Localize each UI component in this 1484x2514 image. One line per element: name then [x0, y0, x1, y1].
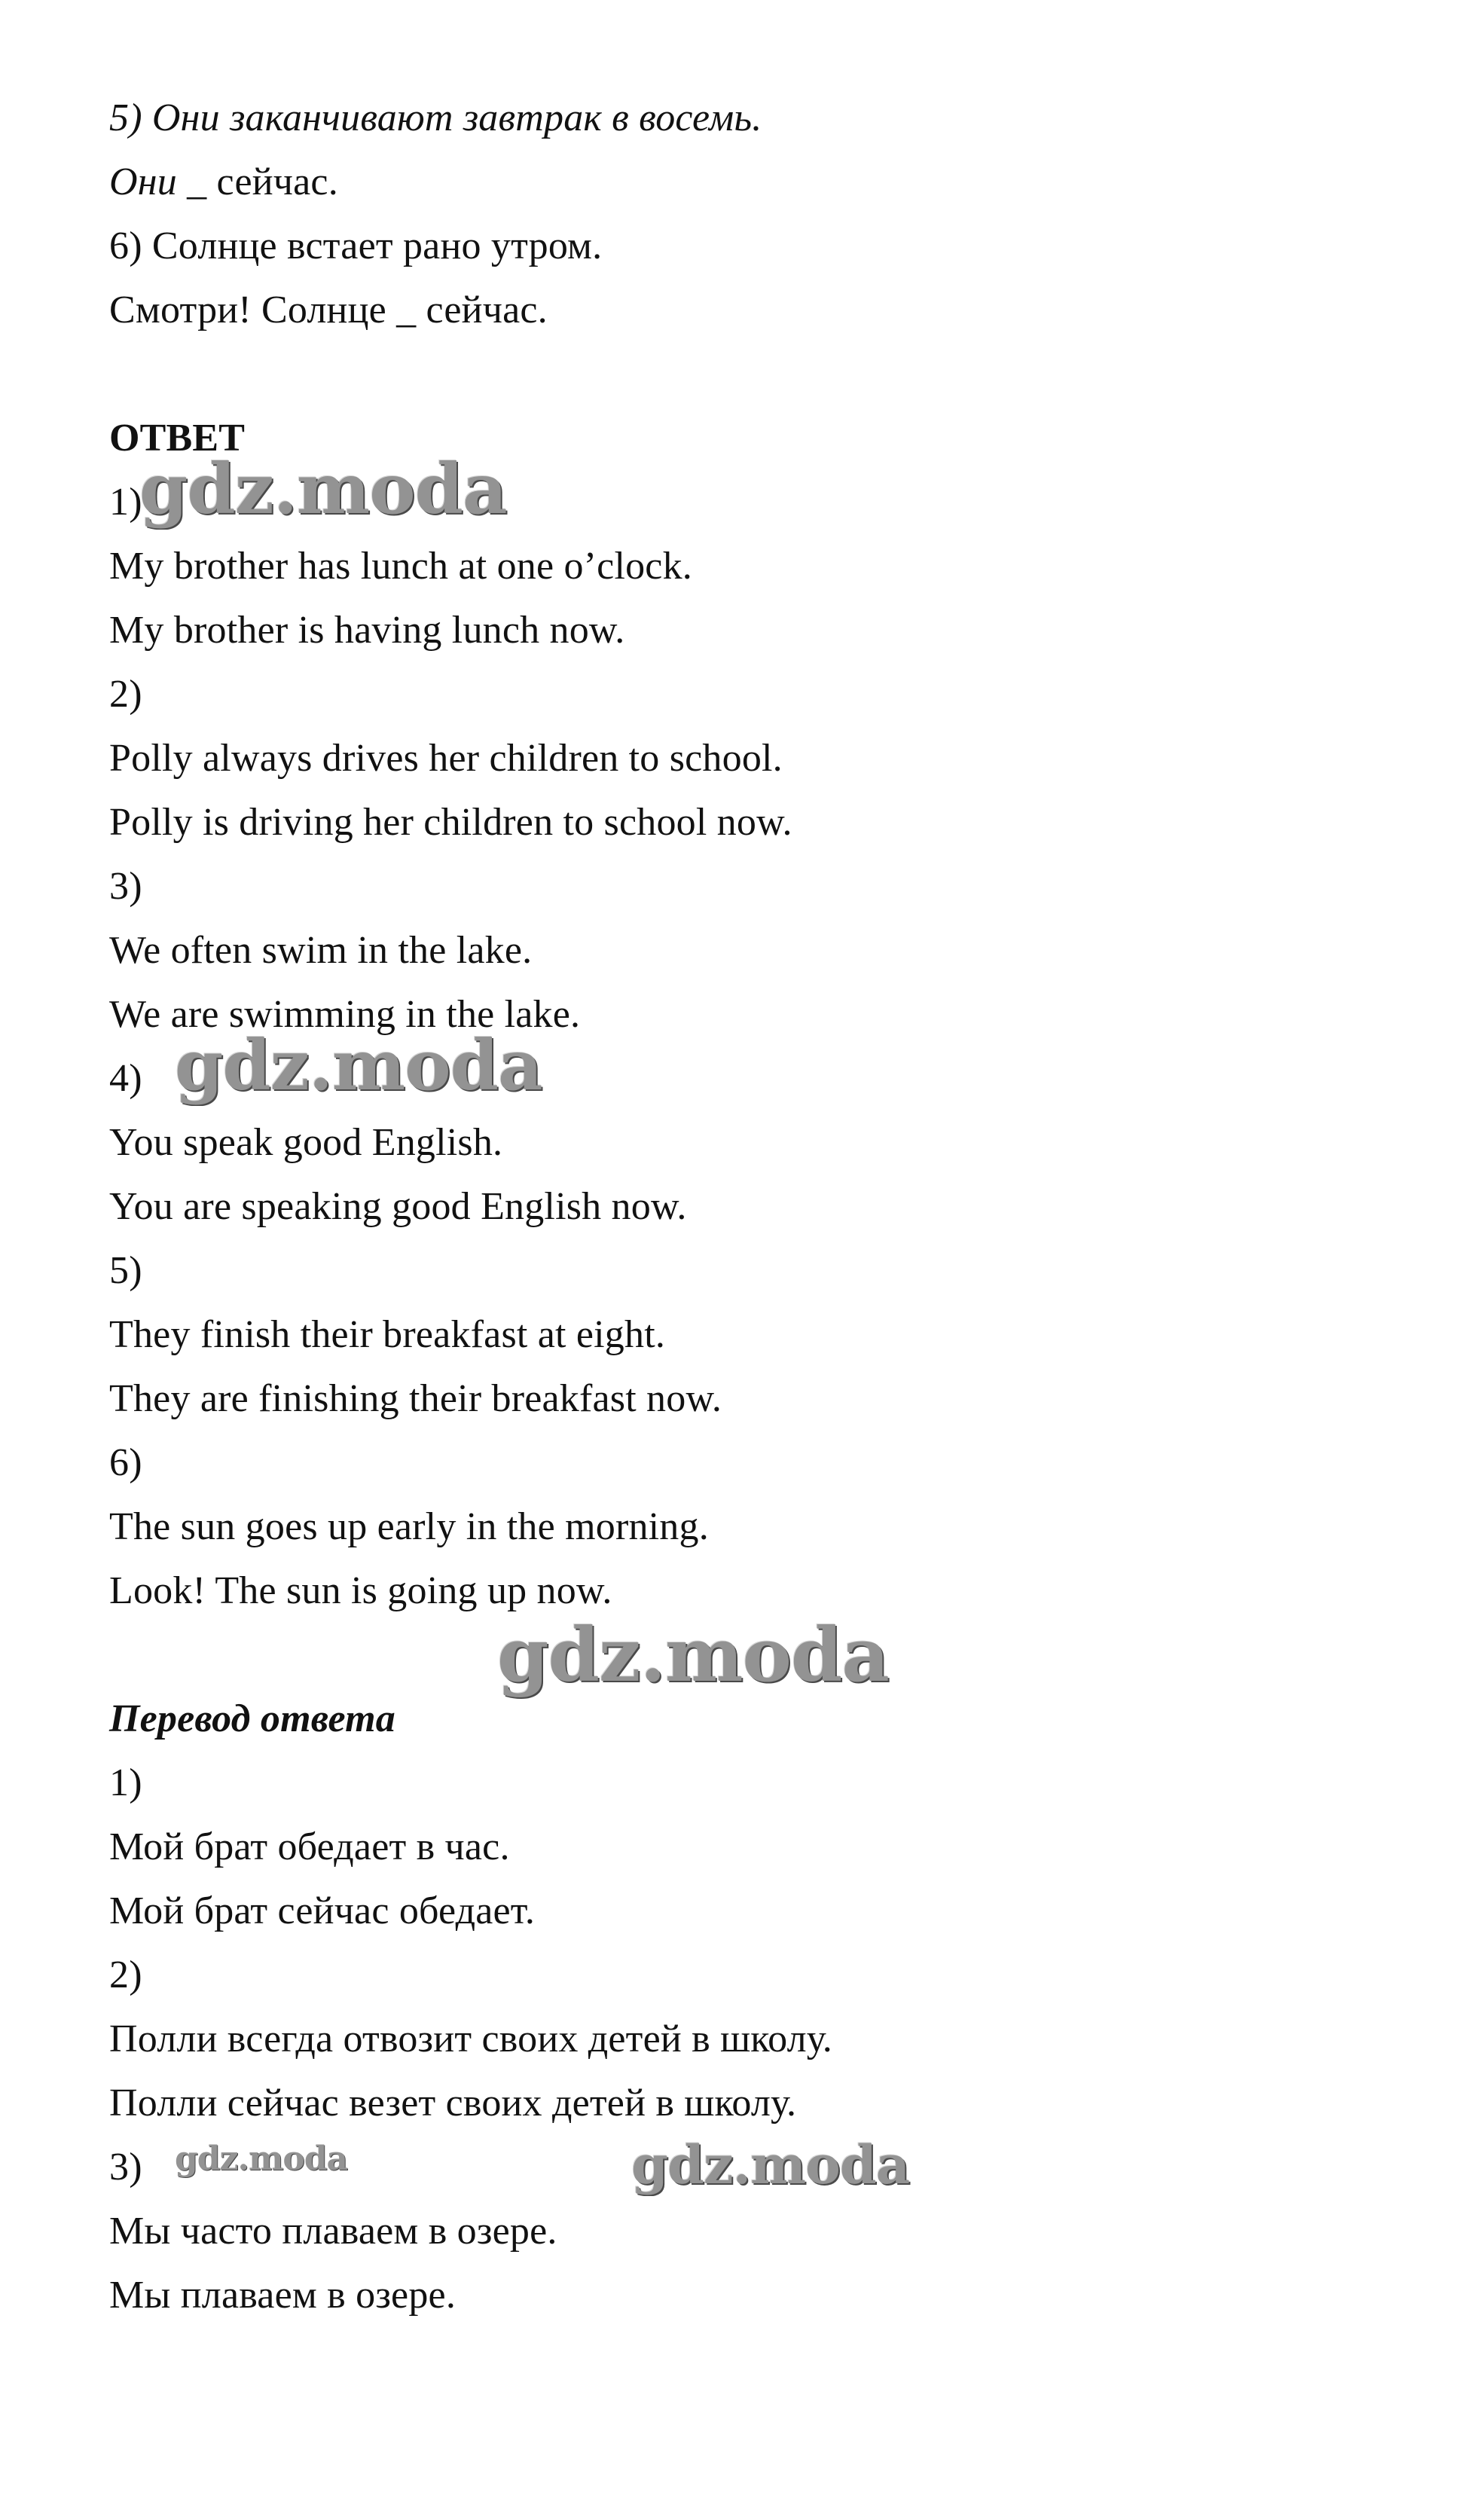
answer-present-continuous: Look! The sun is going up now. — [109, 1569, 612, 1612]
answer-present-simple: The sun goes up early in the morning. — [109, 1505, 709, 1548]
translation-item-number: 1) — [109, 1761, 142, 1804]
watermark: gdz.moda — [175, 1025, 542, 1106]
answer-item-number: 1) — [109, 481, 142, 524]
task-item-5-blank-subject: Они — [109, 160, 177, 203]
translation-item-number: 2) — [109, 1953, 142, 1996]
answer-item-number: 2) — [109, 673, 142, 716]
translation-line: Мы часто плаваем в озере. — [109, 2210, 557, 2253]
answer-heading: ОТВЕТ — [109, 417, 246, 460]
translation-line: Мой брат обедает в час. — [109, 1825, 510, 1868]
answer-present-continuous: Polly is driving her children to school now. — [109, 801, 792, 844]
task-item-6-blank: Смотри! Солнце _ сейчас. — [109, 289, 548, 331]
answer-present-simple: You speak good English. — [109, 1121, 503, 1164]
answer-present-simple: We often swim in the lake. — [109, 929, 533, 972]
watermark: gdz.moda — [497, 1612, 889, 1699]
answer-present-continuous: They are finishing their breakfast now. — [109, 1377, 722, 1420]
answer-item-number: 6) — [109, 1441, 142, 1484]
translation-line: Полли сейчас везет своих детей в школу. — [109, 2082, 797, 2125]
answer-item-number: 3) — [109, 865, 142, 908]
translation-heading: Перевод ответа — [109, 1697, 395, 1740]
answer-present-continuous: You are speaking good English now. — [109, 1185, 687, 1228]
answer-present-simple: My brother has lunch at one o’clock. — [109, 545, 692, 588]
watermark: gdz.moda — [631, 2134, 910, 2196]
task-item-5: 5) Они заканчивают завтрак в восемь. — [109, 96, 762, 139]
answer-present-continuous: We are swimming in the lake. — [109, 993, 581, 1036]
answer-item-number: 5) — [109, 1249, 142, 1292]
translation-item-number: 3) — [109, 2146, 142, 2189]
answer-present-continuous: My brother is having lunch now. — [109, 609, 625, 652]
translation-line: Мой брат сейчас обедает. — [109, 1889, 536, 1932]
translation-line: Мы плаваем в озере. — [109, 2274, 456, 2317]
answer-present-simple: They finish their breakfast at eight. — [109, 1313, 666, 1356]
answer-item-number: 4) — [109, 1057, 142, 1100]
watermark: gdz.moda — [139, 448, 507, 530]
task-item-6: 6) Солнце встает рано утром. — [109, 225, 603, 267]
answer-present-simple: Polly always drives her children to school. — [109, 737, 783, 780]
translation-line: Полли всегда отвозит своих детей в школу. — [109, 2018, 832, 2060]
task-item-5-blank-rest: _ сейчас. — [176, 160, 338, 203]
task-item-5-blank — [109, 160, 338, 205]
watermark: gdz.moda — [175, 2140, 348, 2178]
